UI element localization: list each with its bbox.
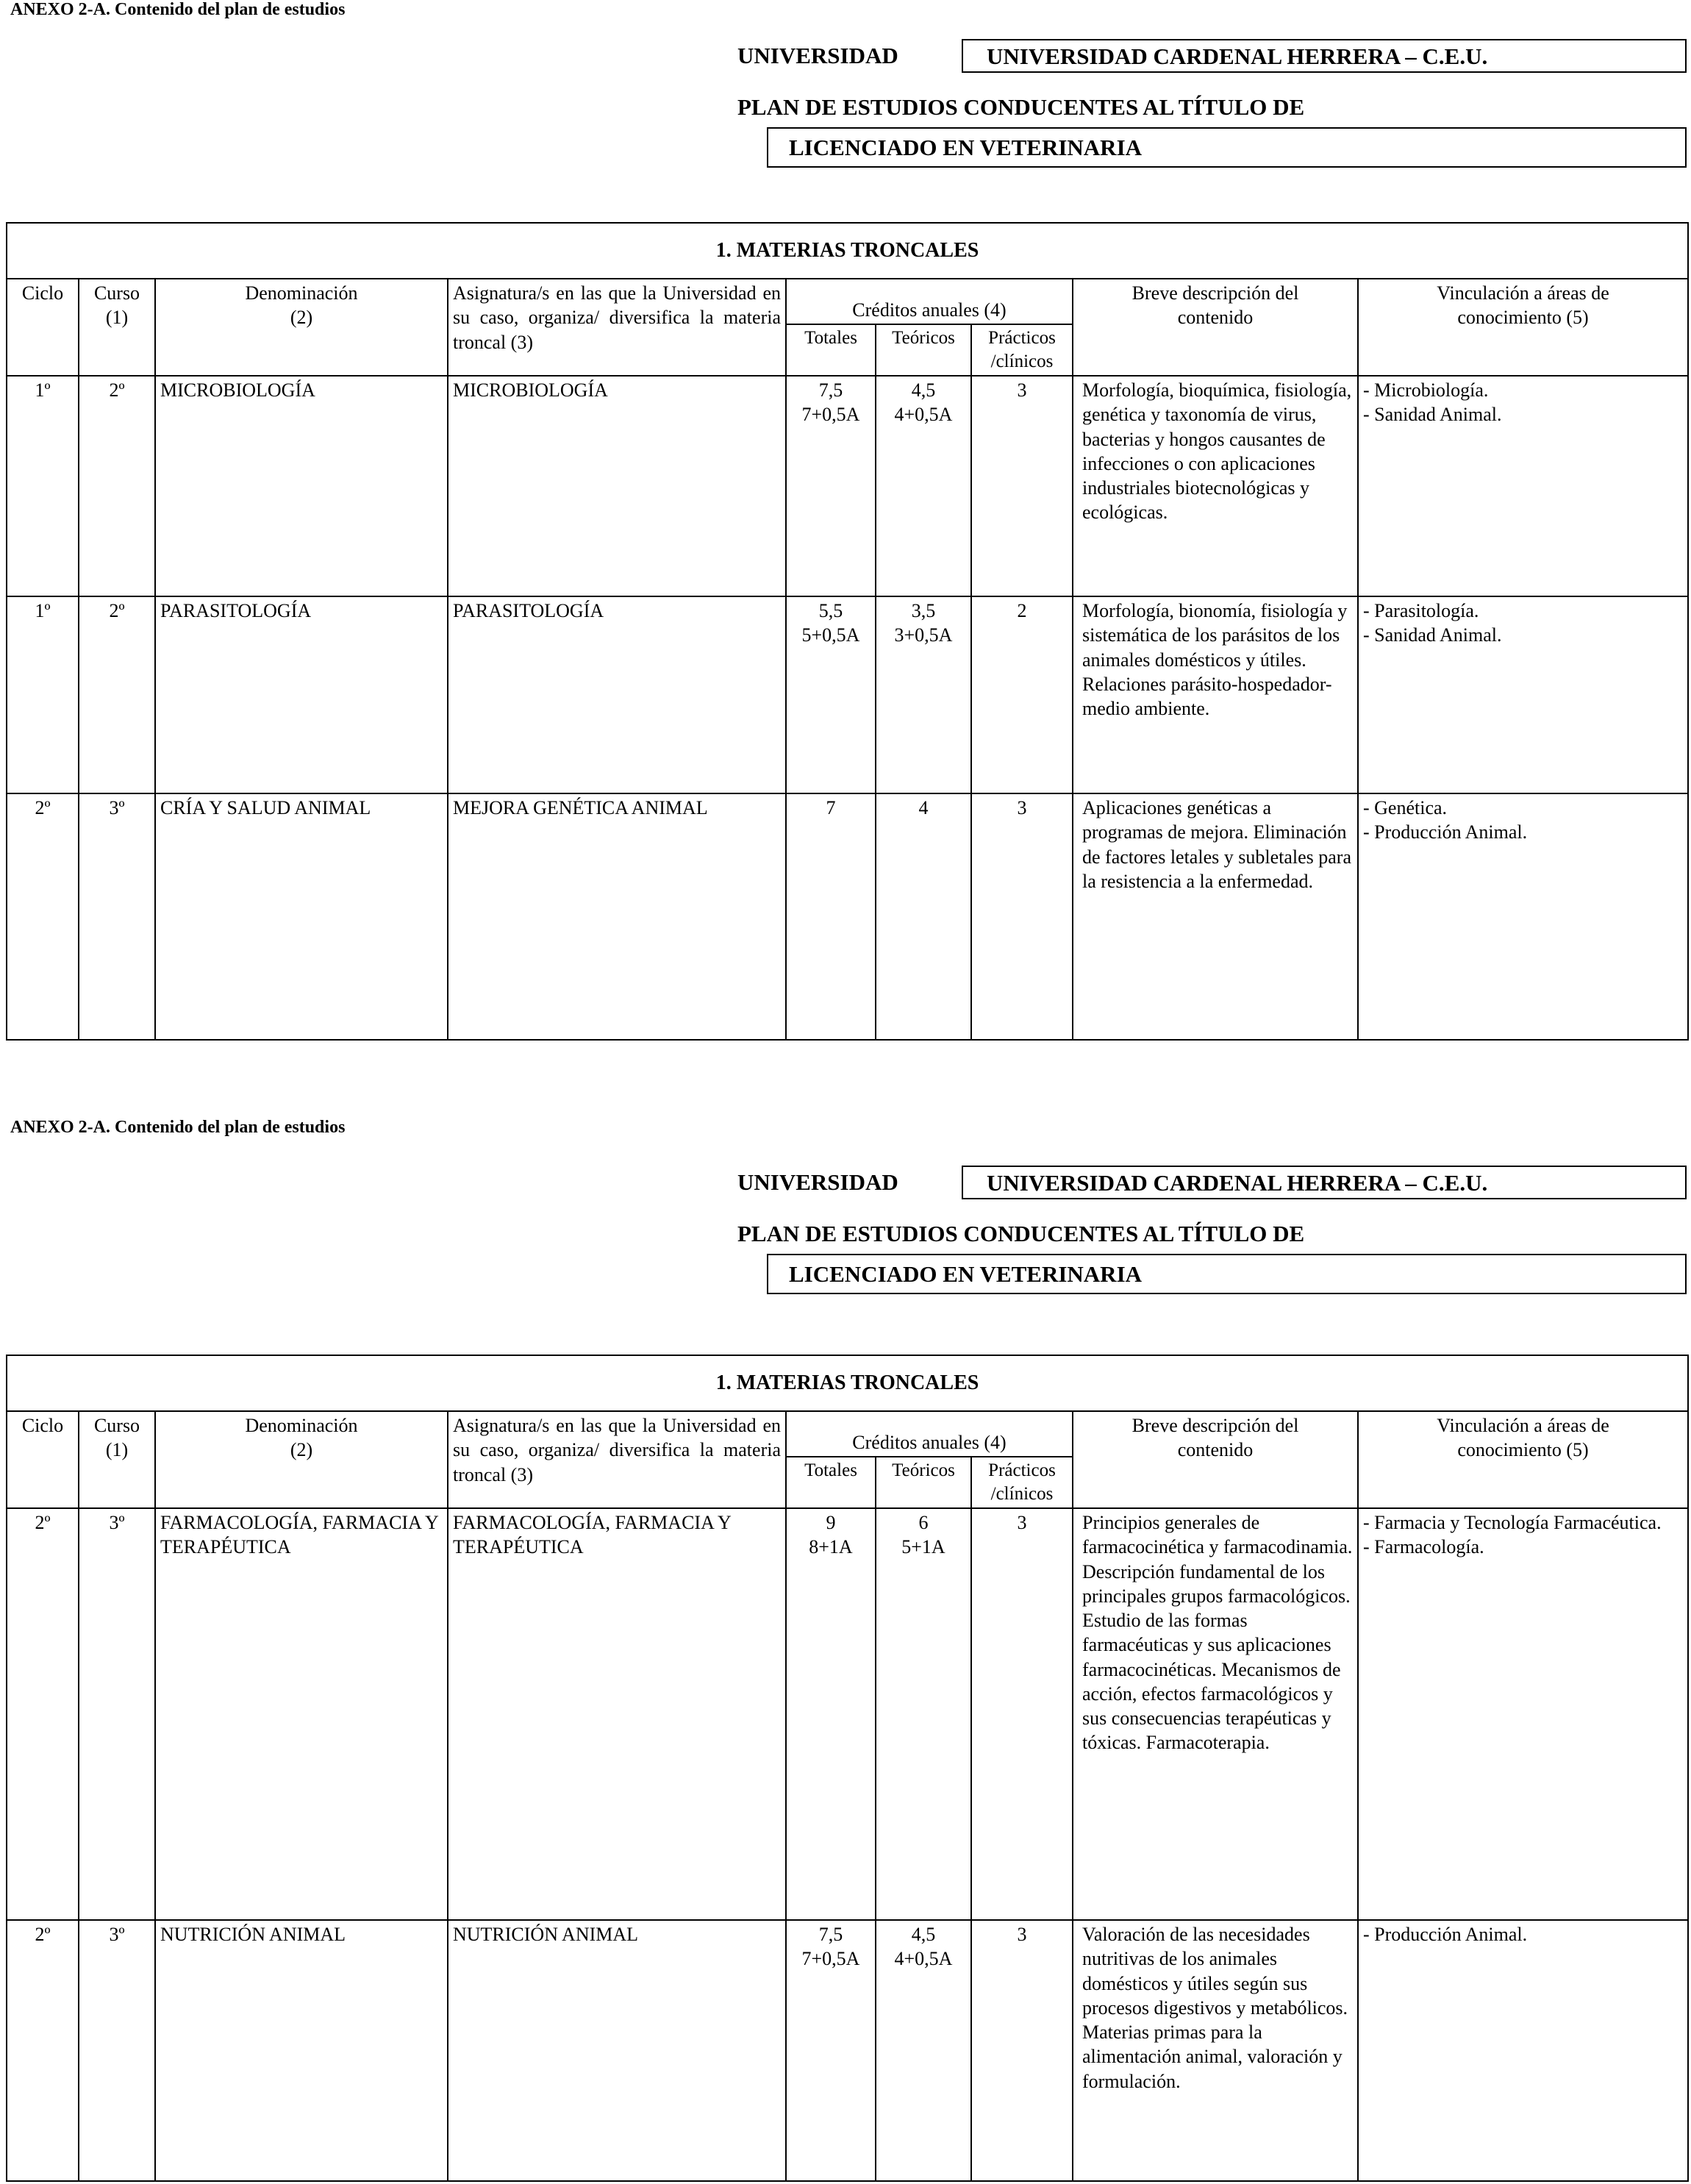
cell-totales: 7,5 7+0,5A: [786, 1920, 876, 2181]
cell-teoricos: 4,5 4+0,5A: [876, 376, 971, 596]
cell-totales: 5,5 5+0,5A: [786, 596, 876, 793]
header-asignatura: Asignatura/s en las que la Universidad en su caso, organiza/ diversifica la materia troncal (3): [448, 1411, 786, 1508]
cell-totales: 7: [786, 793, 876, 1040]
cell-teoricos: 4,5 4+0,5A: [876, 1920, 971, 2181]
cell-teoricos: 3,5 3+0,5A: [876, 596, 971, 793]
cell-descripcion: Morfología, bionomía, fisiología y sistemática de los parásitos de los animales domésticos y útiles. Relaciones parásito-hospedador-medio ambiente.: [1073, 596, 1358, 793]
cell-curso: 2º: [79, 596, 155, 793]
cell-asignatura: MICROBIOLOGÍA: [448, 376, 786, 596]
cell-ciclo: 1º: [7, 376, 79, 596]
header-vinculacion: Vinculación a áreas de conocimiento (5): [1358, 279, 1688, 376]
cell-asignatura: NUTRICIÓN ANIMAL: [448, 1920, 786, 2181]
cell-denominacion: PARASITOLOGÍA: [155, 596, 448, 793]
header-denominacion: Denominación (2): [155, 1411, 448, 1508]
materias-table: [6, 222, 1689, 1041]
cell-asignatura: FARMACOLOGÍA, FARMACIA Y TERAPÉUTICA: [448, 1508, 786, 1920]
header-ciclo: Ciclo: [7, 279, 79, 376]
cell-descripcion: Aplicaciones genéticas a programas de mejora. Eliminación de factores letales y subletales para la resistencia a la enfermedad.: [1073, 793, 1358, 1040]
header-creditos: Créditos anuales (4): [786, 279, 1073, 324]
cell-ciclo: 2º: [7, 793, 79, 1040]
table-row: [7, 1508, 1688, 1920]
table-row: [7, 596, 1688, 793]
university-name-box: UNIVERSIDAD CARDENAL HERRERA – C.E.U.: [962, 39, 1687, 73]
cell-teoricos: 6 5+1A: [876, 1508, 971, 1920]
cell-curso: 3º: [79, 1508, 155, 1920]
cell-vinculacion: - Parasitología. - Sanidad Animal.: [1358, 596, 1688, 793]
cell-practicos: 3: [971, 793, 1073, 1040]
cell-denominacion: NUTRICIÓN ANIMAL: [155, 1920, 448, 2181]
header-descripcion: Breve descripción del contenido: [1073, 279, 1358, 376]
cell-totales: 7,5 7+0,5A: [786, 376, 876, 596]
table-row: [7, 1920, 1688, 2181]
degree-title-box: LICENCIADO EN VETERINARIA: [767, 1254, 1687, 1294]
degree-title-box: LICENCIADO EN VETERINARIA: [767, 127, 1687, 168]
header-practicos: Prácticos /clínicos: [971, 1457, 1073, 1508]
header-descripcion: Breve descripción del contenido: [1073, 1411, 1358, 1508]
cell-curso: 3º: [79, 1920, 155, 2181]
header-practicos: Prácticos /clínicos: [971, 324, 1073, 376]
cell-teoricos: 4: [876, 793, 971, 1040]
header-totales: Totales: [786, 324, 876, 376]
materias-table: [6, 1355, 1689, 2182]
cell-ciclo: 2º: [7, 1920, 79, 2181]
header-curso: Curso (1): [79, 1411, 155, 1508]
header-vinculacion: Vinculación a áreas de conocimiento (5): [1358, 1411, 1688, 1508]
cell-vinculacion: - Microbiología. - Sanidad Animal.: [1358, 376, 1688, 596]
annex-title: ANEXO 2-A. Contenido del plan de estudios: [10, 0, 346, 19]
cell-denominacion: CRÍA Y SALUD ANIMAL: [155, 793, 448, 1040]
cell-practicos: 3: [971, 1508, 1073, 1920]
header-asignatura: Asignatura/s en las que la Universidad en su caso, organiza/ diversifica la materia troncal (3): [448, 279, 786, 376]
header-ciclo: Ciclo: [7, 1411, 79, 1508]
header-teoricos: Teóricos: [876, 1457, 971, 1508]
cell-practicos: 3: [971, 376, 1073, 596]
cell-asignatura: MEJORA GENÉTICA ANIMAL: [448, 793, 786, 1040]
table-row: [7, 376, 1688, 596]
header-teoricos: Teóricos: [876, 324, 971, 376]
cell-practicos: 2: [971, 596, 1073, 793]
cell-denominacion: MICROBIOLOGÍA: [155, 376, 448, 596]
header-creditos: Créditos anuales (4): [786, 1411, 1073, 1457]
cell-curso: 3º: [79, 793, 155, 1040]
header-totales: Totales: [786, 1457, 876, 1508]
cell-descripcion: Morfología, bioquímica, fisiología, genética y taxonomía de virus, bacterias y hongos causantes de infecciones o con aplicaciones industriales biotecnológicas y ecológicas.: [1073, 376, 1358, 596]
cell-vinculacion: - Farmacia y Tecnología Farmacéutica. - Farmacología.: [1358, 1508, 1688, 1920]
cell-totales: 9 8+1A: [786, 1508, 876, 1920]
cell-asignatura: PARASITOLOGÍA: [448, 596, 786, 793]
section-title: 1. MATERIAS TRONCALES: [7, 223, 1688, 279]
university-label: UNIVERSIDAD: [737, 1169, 898, 1195]
cell-ciclo: 1º: [7, 596, 79, 793]
cell-curso: 2º: [79, 376, 155, 596]
cell-descripcion: Valoración de las necesidades nutritivas de los animales domésticos y útiles según sus procesos digestivos y metabólicos. Materias primas para la alimentación animal, valoración y formulación.: [1073, 1920, 1358, 2181]
university-name-box: UNIVERSIDAD CARDENAL HERRERA – C.E.U.: [962, 1166, 1687, 1199]
university-label: UNIVERSIDAD: [737, 43, 898, 68]
section-title: 1. MATERIAS TRONCALES: [7, 1355, 1688, 1411]
cell-practicos: 3: [971, 1920, 1073, 2181]
annex-title: ANEXO 2-A. Contenido del plan de estudios: [10, 1118, 346, 1137]
cell-descripcion: Principios generales de farmacocinética y farmacodinamia. Descripción fundamental de los principales grupos farmacológicos. Estudio de las formas farmacéuticas y sus aplicaciones farmacocinéticas. Mecanismos de acción, efectos farmacológicos y sus consecuencias terapéuticas y tóxicas. Farmacoterapia.: [1073, 1508, 1358, 1920]
cell-denominacion: FARMACOLOGÍA, FARMACIA Y TERAPÉUTICA: [155, 1508, 448, 1920]
cell-ciclo: 2º: [7, 1508, 79, 1920]
header-denominacion: Denominación (2): [155, 279, 448, 376]
plan-label: PLAN DE ESTUDIOS CONDUCENTES AL TÍTULO DE: [737, 1221, 1305, 1246]
cell-vinculacion: - Genética. - Producción Animal.: [1358, 793, 1688, 1040]
table-row: [7, 793, 1688, 1040]
cell-vinculacion: - Producción Animal.: [1358, 1920, 1688, 2181]
plan-label: PLAN DE ESTUDIOS CONDUCENTES AL TÍTULO DE: [737, 94, 1305, 120]
header-curso: Curso (1): [79, 279, 155, 376]
